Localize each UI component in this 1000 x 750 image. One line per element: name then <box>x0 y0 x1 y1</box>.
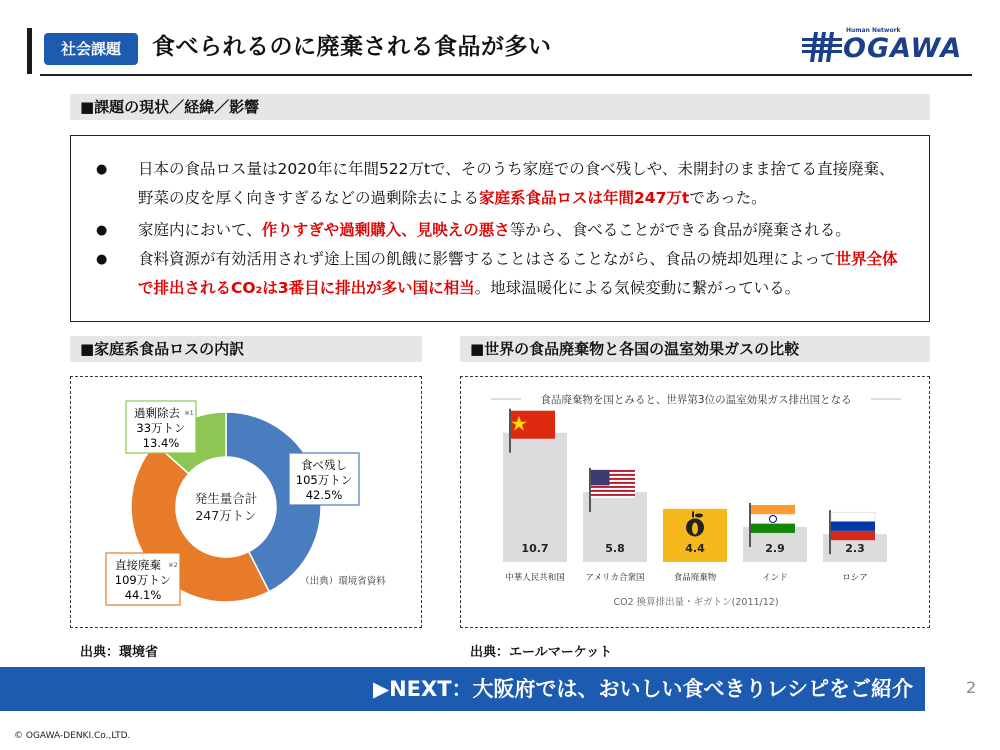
bullet-highlight: 世界全体で排出されるCO₂は3番目に排出が多い国に相当 <box>138 250 898 297</box>
callout-note: ※1 <box>184 409 194 417</box>
donut-center-label: 発生量合計 <box>194 491 258 506</box>
donut-source-note: （出典）環境省資料 <box>300 576 386 587</box>
callout-direct-disposal <box>106 553 180 605</box>
callout-label: 過剰除去 <box>134 406 180 420</box>
chart-xlabel: CO2 換算排出量・ギガトン(2011/12) <box>613 597 779 608</box>
bar-value-label: 10.7 <box>521 542 549 555</box>
bullet-text: 食料資源が有効活用されず途上国の飢餓に影響することはさることながら、食品の焼却処理によって <box>138 250 836 268</box>
bar-category-label: 中華人民共和国 <box>505 573 565 583</box>
bar-category-label: アメリカ合衆国 <box>585 573 645 583</box>
bullet-dot-icon: ● <box>96 223 108 238</box>
page-number: 2 <box>966 678 977 697</box>
bullet-item <box>96 216 906 245</box>
callout-leftover <box>289 453 359 505</box>
donut-center-total: 247万トン <box>195 508 257 523</box>
logo-tagline: Human Network <box>846 27 901 34</box>
bullet-item <box>96 245 906 303</box>
bar-value-label: 2.3 <box>845 542 865 555</box>
bar-value-label: 2.9 <box>765 542 785 555</box>
callout-percent: 42.5% <box>305 488 343 502</box>
logo-mark-icon <box>800 28 844 68</box>
bar-category-label: 食品廃棄物 <box>673 573 717 583</box>
issue-bullet-box <box>70 135 930 322</box>
bullet-text: 日本の食品ロス量は2020年に年間522万tで、そのうち家庭での食べ残しや、未開封のまま捨てる直接廃棄、野菜の皮を厚く向きすぎるなどの過剰除去による <box>138 160 895 207</box>
callout-label: 直接廃棄 <box>115 558 161 572</box>
bar-value-label: 4.4 <box>685 542 705 555</box>
donut-chart <box>71 377 420 626</box>
bullet-text: 。地球温暖化による気候変動に繋がっている。 <box>474 279 801 297</box>
bullet-text: であった。 <box>689 189 767 207</box>
callout-amount: 105万トン <box>295 473 353 487</box>
source-environment-ministry: 出典：環境省 <box>80 645 159 660</box>
bullet-dot-icon: ● <box>96 252 108 267</box>
callout-label: 食べ残し <box>301 458 347 472</box>
bar-category-label: ロシア <box>842 573 868 583</box>
section-heading-comparison: ■世界の食品廃棄物と各国の温室効果ガスの比較 <box>460 336 930 362</box>
bullet-text: 等から、食べることができる食品が廃棄される。 <box>509 221 851 239</box>
bullet-item <box>96 155 906 213</box>
header-divider <box>40 74 972 76</box>
callout-percent: 13.4% <box>142 436 180 450</box>
callout-note: ※2 <box>168 561 178 569</box>
donut-panel <box>70 376 422 628</box>
bar-chart <box>461 377 928 626</box>
callout-excess-removal <box>126 401 196 453</box>
bar-category-label: インド <box>762 573 788 583</box>
bullet-highlight: 家庭系食品ロスは年間247万t <box>479 189 690 207</box>
callout-amount: 109万トン <box>114 573 172 587</box>
logo-wordmark: OGAWA <box>843 33 963 64</box>
bullet-highlight: 作りすぎや過剰購入、見映えの悪さ <box>261 221 510 239</box>
callout-amount: 33万トン <box>136 421 186 435</box>
chart-title: 食品廃棄物を国とみると、世界第3位の温室効果ガス排出国となる <box>540 394 852 406</box>
category-tag: 社会課題 <box>44 33 138 65</box>
next-topic-banner[interactable]: ▶NEXT：大阪府では、おいしい食べきりレシピをご紹介 <box>0 667 925 711</box>
page-title: 食べられるのに廃棄される食品が多い <box>152 34 552 60</box>
section-heading-status: ■課題の現状／経緯／影響 <box>70 94 930 120</box>
bullet-text: 家庭内において、 <box>138 221 262 239</box>
bar-chart-panel <box>460 376 930 628</box>
copyright-notice: © OGAWA-DENKI.Co.,LTD. <box>14 731 131 741</box>
source-ale-market: 出典：エールマーケット <box>470 645 613 660</box>
header-accent-bar <box>27 28 32 74</box>
callout-percent: 44.1% <box>124 588 162 602</box>
section-heading-breakdown: ■家庭系食品ロスの内訳 <box>70 336 422 362</box>
bullet-dot-icon: ● <box>96 162 108 177</box>
bar-value-label: 5.8 <box>605 542 625 555</box>
